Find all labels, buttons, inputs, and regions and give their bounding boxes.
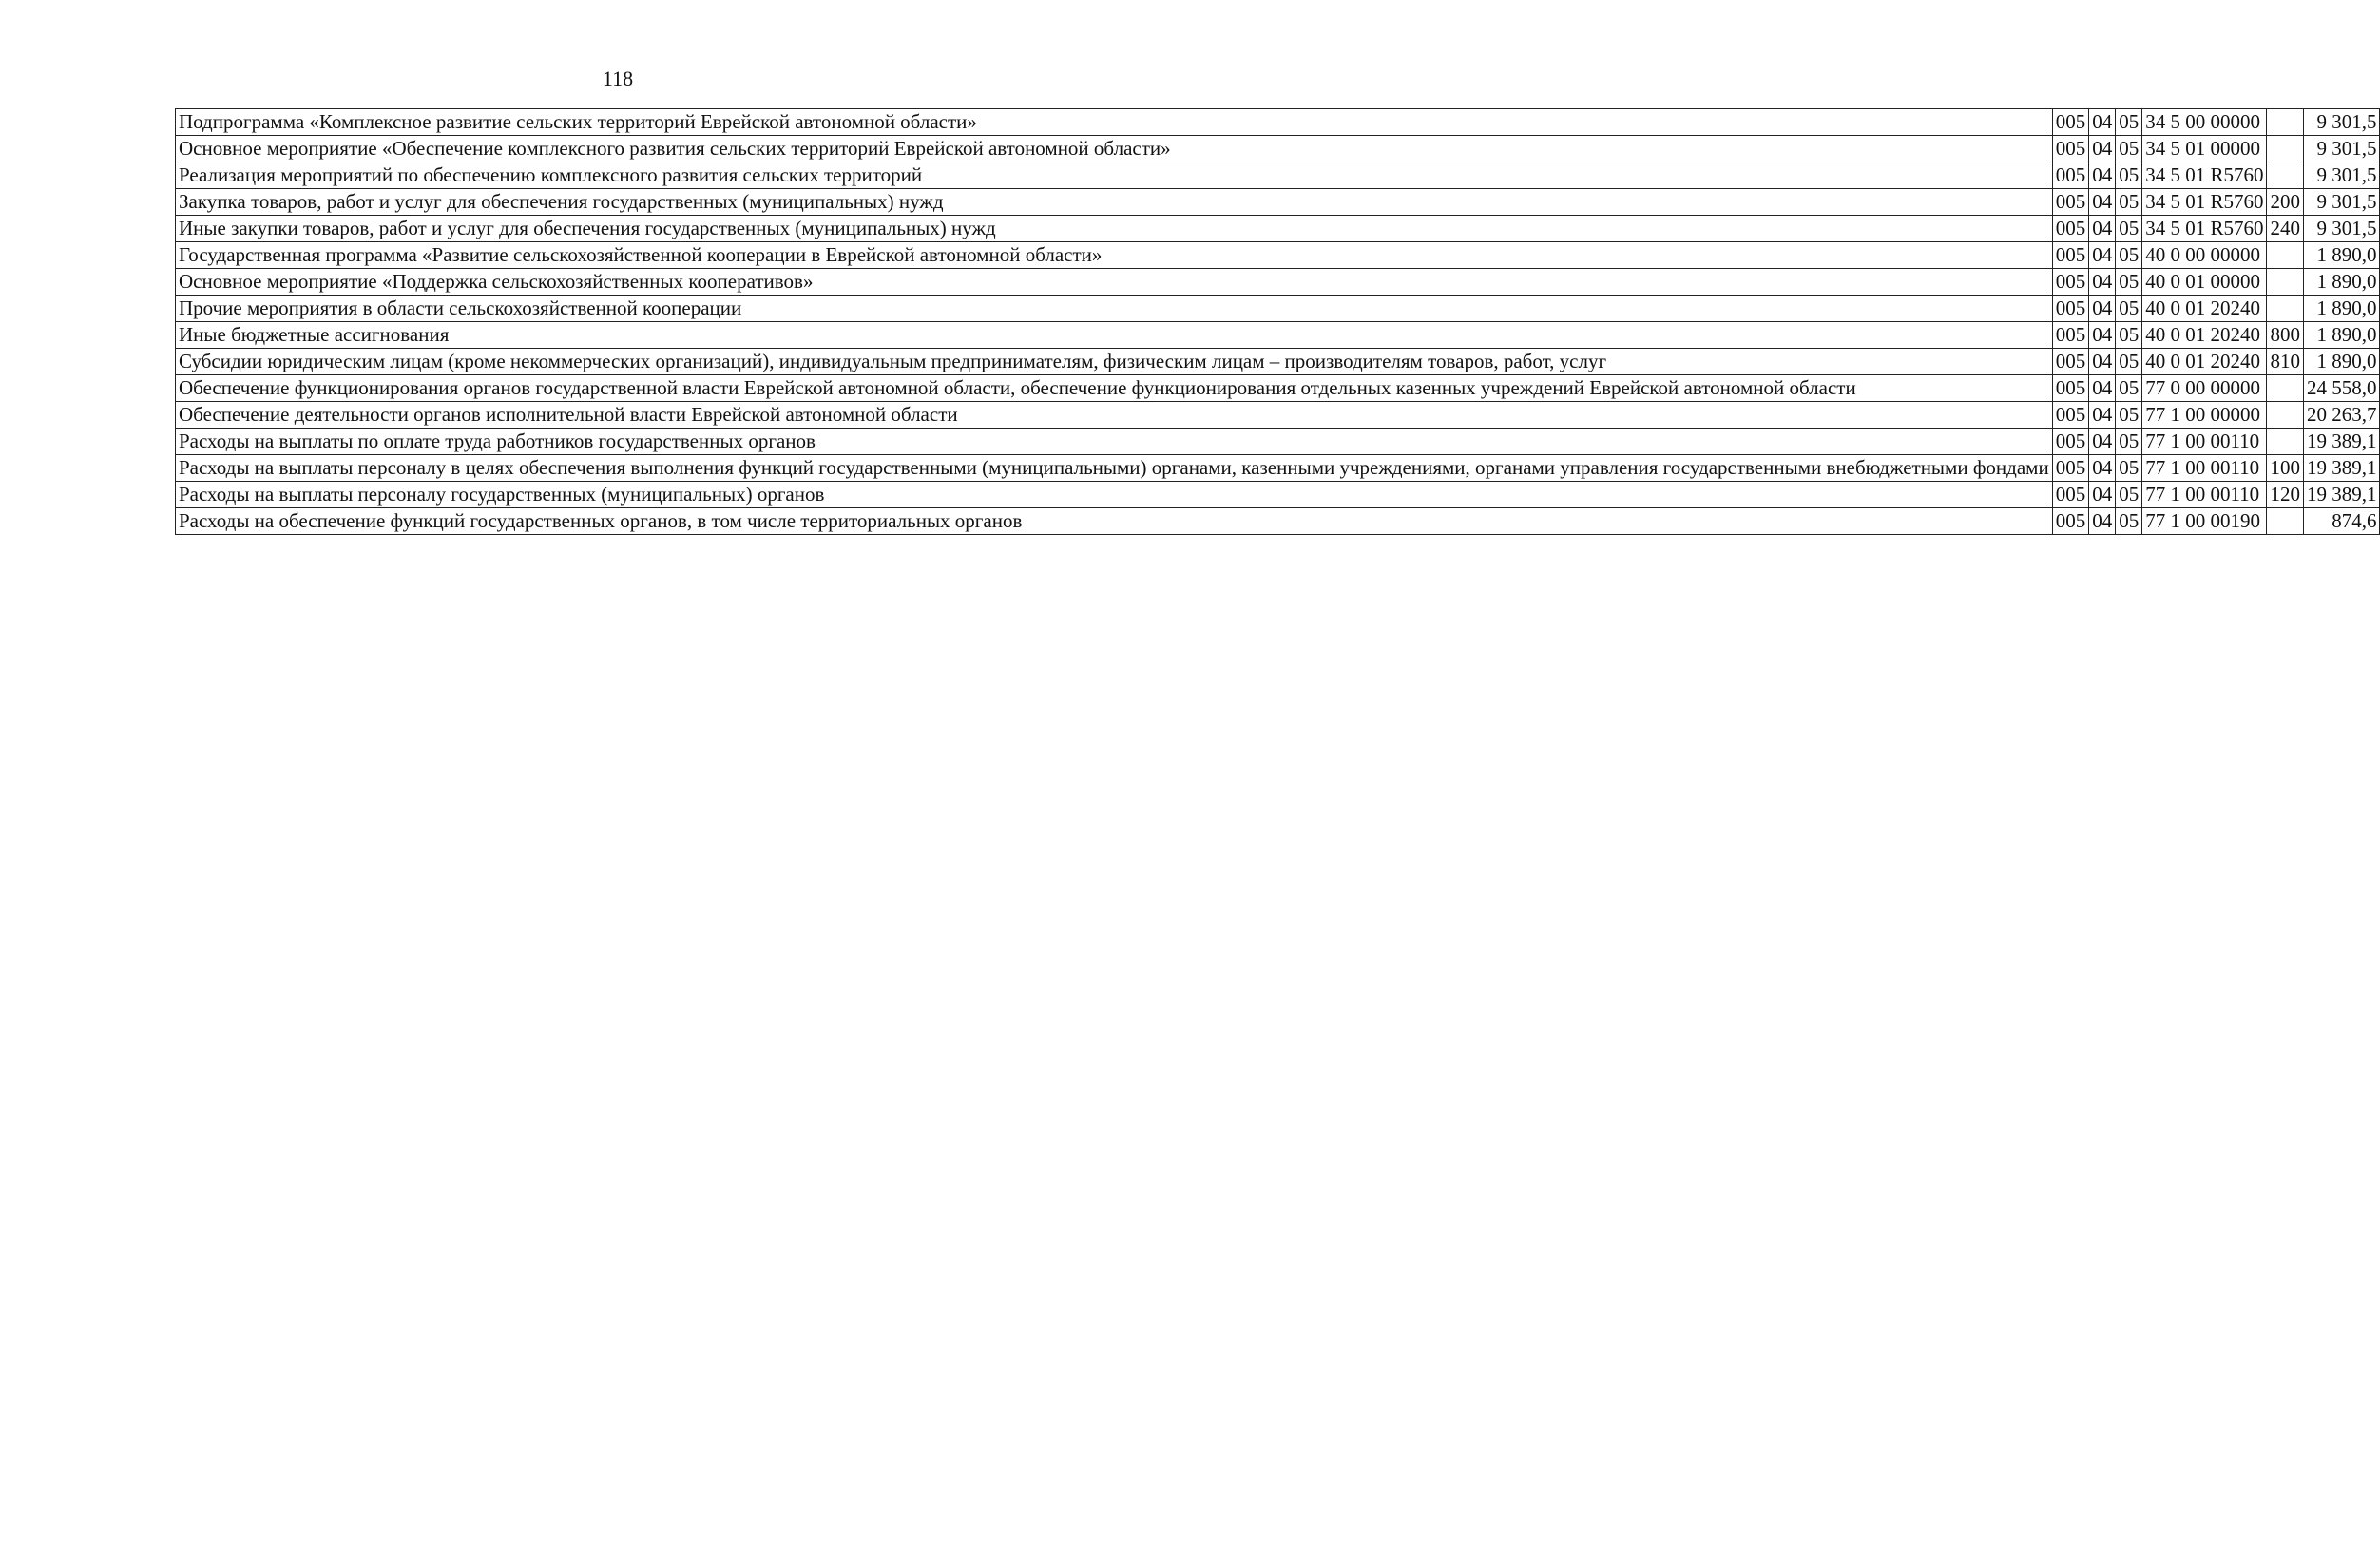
expense-type-code-cell: 800 xyxy=(2267,322,2304,349)
expense-type-code-cell: 810 xyxy=(2267,349,2304,375)
target-item-code-cell: 34 5 01 00000 xyxy=(2142,136,2267,162)
amount-cell: 20 263,7 xyxy=(2303,402,2380,429)
ministry-code-cell: 005 xyxy=(2052,482,2089,508)
ministry-code-cell: 005 xyxy=(2052,349,2089,375)
section-code-cell: 04 xyxy=(2089,429,2116,455)
section-code-cell: 04 xyxy=(2089,322,2116,349)
amount-cell: 1 890,0 xyxy=(2303,322,2380,349)
table-row xyxy=(176,402,2380,429)
expense-type-code-cell xyxy=(2267,242,2304,269)
amount-cell: 19 389,1 xyxy=(2303,429,2380,455)
expense-type-code-cell xyxy=(2267,375,2304,402)
table-row xyxy=(176,296,2380,322)
expense-type-code-cell: 100 xyxy=(2267,455,2304,482)
section-code-cell: 04 xyxy=(2089,349,2116,375)
subsection-code-cell: 05 xyxy=(2116,242,2142,269)
section-code-cell: 04 xyxy=(2089,402,2116,429)
subsection-code-cell: 05 xyxy=(2116,455,2142,482)
subsection-code-cell: 05 xyxy=(2116,109,2142,136)
item-name-cell: Субсидии юридическим лицам (кроме некоммерческих организаций), индивидуальным предпринимателям, физическим лицам – производителям товаров, работ, услуг xyxy=(176,349,2053,375)
target-item-code-cell: 77 1 00 00190 xyxy=(2142,508,2267,535)
item-name-cell: Иные бюджетные ассигнования xyxy=(176,322,2053,349)
target-item-code-cell: 77 1 00 00110 xyxy=(2142,482,2267,508)
ministry-code-cell: 005 xyxy=(2052,216,2089,242)
ministry-code-cell: 005 xyxy=(2052,162,2089,189)
table-row xyxy=(176,109,2380,136)
amount-cell: 9 301,5 xyxy=(2303,189,2380,216)
subsection-code-cell: 05 xyxy=(2116,508,2142,535)
amount-cell: 1 890,0 xyxy=(2303,349,2380,375)
section-code-cell: 04 xyxy=(2089,216,2116,242)
expense-type-code-cell xyxy=(2267,508,2304,535)
amount-cell: 9 301,5 xyxy=(2303,136,2380,162)
target-item-code-cell: 34 5 00 00000 xyxy=(2142,109,2267,136)
item-name-cell: Реализация мероприятий по обеспечению комплексного развития сельских территорий xyxy=(176,162,2053,189)
target-item-code-cell: 40 0 01 00000 xyxy=(2142,269,2267,296)
item-name-cell: Закупка товаров, работ и услуг для обеспечения государственных (муниципальных) нужд xyxy=(176,189,2053,216)
ministry-code-cell: 005 xyxy=(2052,269,2089,296)
amount-cell: 1 890,0 xyxy=(2303,242,2380,269)
item-name-cell: Основное мероприятие «Поддержка сельскохозяйственных кооперативов» xyxy=(176,269,2053,296)
amount-cell: 9 301,5 xyxy=(2303,162,2380,189)
subsection-code-cell: 05 xyxy=(2116,429,2142,455)
subsection-code-cell: 05 xyxy=(2116,349,2142,375)
target-item-code-cell: 34 5 01 R5760 xyxy=(2142,189,2267,216)
table-row xyxy=(176,349,2380,375)
amount-cell: 24 558,0 xyxy=(2303,375,2380,402)
budget-table-body xyxy=(176,109,2380,535)
subsection-code-cell: 05 xyxy=(2116,322,2142,349)
amount-cell: 19 389,1 xyxy=(2303,455,2380,482)
expense-type-code-cell xyxy=(2267,109,2304,136)
subsection-code-cell: 05 xyxy=(2116,189,2142,216)
target-item-code-cell: 77 0 00 00000 xyxy=(2142,375,2267,402)
ministry-code-cell: 005 xyxy=(2052,402,2089,429)
item-name-cell: Расходы на выплаты персоналу государственных (муниципальных) органов xyxy=(176,482,2053,508)
item-name-cell: Обеспечение функционирования органов государственной власти Еврейской автономной области, обеспечение функционирования отдельных казенных учреждений Еврейской автономной области xyxy=(176,375,2053,402)
expense-type-code-cell: 240 xyxy=(2267,216,2304,242)
item-name-cell: Обеспечение деятельности органов исполнительной власти Еврейской автономной области xyxy=(176,402,2053,429)
expense-type-code-cell: 120 xyxy=(2267,482,2304,508)
ministry-code-cell: 005 xyxy=(2052,322,2089,349)
table-row xyxy=(176,162,2380,189)
amount-cell: 19 389,1 xyxy=(2303,482,2380,508)
subsection-code-cell: 05 xyxy=(2116,402,2142,429)
item-name-cell: Основное мероприятие «Обеспечение комплексного развития сельских территорий Еврейской автономной области» xyxy=(176,136,2053,162)
table-row xyxy=(176,269,2380,296)
expense-type-code-cell xyxy=(2267,429,2304,455)
expense-type-code-cell xyxy=(2267,136,2304,162)
section-code-cell: 04 xyxy=(2089,482,2116,508)
section-code-cell: 04 xyxy=(2089,189,2116,216)
table-row xyxy=(176,508,2380,535)
section-code-cell: 04 xyxy=(2089,508,2116,535)
target-item-code-cell: 40 0 01 20240 xyxy=(2142,322,2267,349)
subsection-code-cell: 05 xyxy=(2116,482,2142,508)
ministry-code-cell: 005 xyxy=(2052,136,2089,162)
table-row xyxy=(176,242,2380,269)
section-code-cell: 04 xyxy=(2089,242,2116,269)
expense-type-code-cell xyxy=(2267,402,2304,429)
table-row xyxy=(176,455,2380,482)
target-item-code-cell: 77 1 00 00000 xyxy=(2142,402,2267,429)
ministry-code-cell: 005 xyxy=(2052,508,2089,535)
target-item-code-cell: 34 5 01 R5760 xyxy=(2142,216,2267,242)
expense-type-code-cell xyxy=(2267,269,2304,296)
item-name-cell: Прочие мероприятия в области сельскохозяйственной кооперации xyxy=(176,296,2053,322)
target-item-code-cell: 34 5 01 R5760 xyxy=(2142,162,2267,189)
ministry-code-cell: 005 xyxy=(2052,296,2089,322)
amount-cell: 874,6 xyxy=(2303,508,2380,535)
expense-type-code-cell: 200 xyxy=(2267,189,2304,216)
ministry-code-cell: 005 xyxy=(2052,455,2089,482)
subsection-code-cell: 05 xyxy=(2116,296,2142,322)
target-item-code-cell: 40 0 00 00000 xyxy=(2142,242,2267,269)
item-name-cell: Расходы на обеспечение функций государственных органов, в том числе территориальных органов xyxy=(176,508,2053,535)
target-item-code-cell: 40 0 01 20240 xyxy=(2142,349,2267,375)
target-item-code-cell: 77 1 00 00110 xyxy=(2142,455,2267,482)
target-item-code-cell: 40 0 01 20240 xyxy=(2142,296,2267,322)
subsection-code-cell: 05 xyxy=(2116,216,2142,242)
ministry-code-cell: 005 xyxy=(2052,375,2089,402)
section-code-cell: 04 xyxy=(2089,269,2116,296)
ministry-code-cell: 005 xyxy=(2052,189,2089,216)
item-name-cell: Расходы на выплаты персоналу в целях обеспечения выполнения функций государственными (муниципальными) органами, казенными учреждениями, органами управления государственными внебюджетными фондами xyxy=(176,455,2053,482)
subsection-code-cell: 05 xyxy=(2116,269,2142,296)
section-code-cell: 04 xyxy=(2089,455,2116,482)
amount-cell: 9 301,5 xyxy=(2303,109,2380,136)
ministry-code-cell: 005 xyxy=(2052,109,2089,136)
ministry-code-cell: 005 xyxy=(2052,429,2089,455)
table-row xyxy=(176,322,2380,349)
item-name-cell: Иные закупки товаров, работ и услуг для обеспечения государственных (муниципальных) нужд xyxy=(176,216,2053,242)
page-number: 118 xyxy=(602,67,634,90)
subsection-code-cell: 05 xyxy=(2116,162,2142,189)
table-row xyxy=(176,482,2380,508)
section-code-cell: 04 xyxy=(2089,375,2116,402)
ministry-code-cell: 005 xyxy=(2052,242,2089,269)
table-row xyxy=(176,375,2380,402)
budget-table xyxy=(175,108,2380,535)
amount-cell: 1 890,0 xyxy=(2303,269,2380,296)
amount-cell: 9 301,5 xyxy=(2303,216,2380,242)
amount-cell: 1 890,0 xyxy=(2303,296,2380,322)
section-code-cell: 04 xyxy=(2089,109,2116,136)
expense-type-code-cell xyxy=(2267,296,2304,322)
table-row xyxy=(176,136,2380,162)
subsection-code-cell: 05 xyxy=(2116,136,2142,162)
item-name-cell: Государственная программа «Развитие сельскохозяйственной кооперации в Еврейской автономной области» xyxy=(176,242,2053,269)
section-code-cell: 04 xyxy=(2089,136,2116,162)
target-item-code-cell: 77 1 00 00110 xyxy=(2142,429,2267,455)
table-row xyxy=(176,429,2380,455)
table-row xyxy=(176,216,2380,242)
section-code-cell: 04 xyxy=(2089,296,2116,322)
subsection-code-cell: 05 xyxy=(2116,375,2142,402)
item-name-cell: Расходы на выплаты по оплате труда работников государственных органов xyxy=(176,429,2053,455)
item-name-cell: Подпрограмма «Комплексное развитие сельских территорий Еврейской автономной области» xyxy=(176,109,2053,136)
section-code-cell: 04 xyxy=(2089,162,2116,189)
table-row xyxy=(176,189,2380,216)
expense-type-code-cell xyxy=(2267,162,2304,189)
